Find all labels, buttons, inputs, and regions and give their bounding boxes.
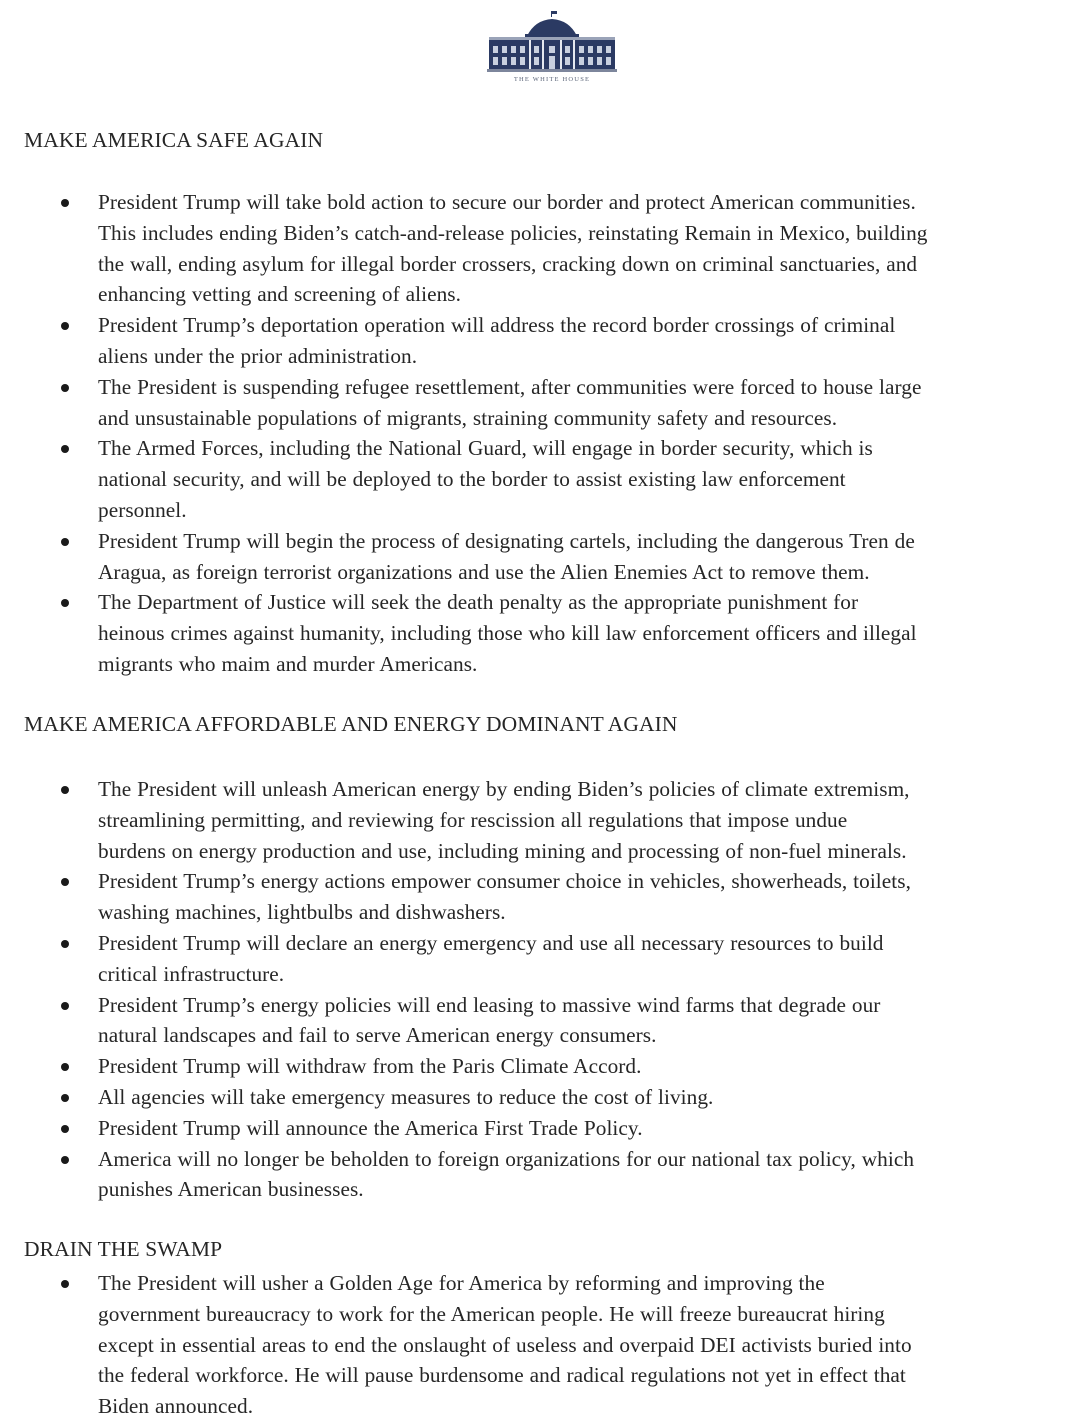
list-item xyxy=(0,1113,1090,1144)
list-item xyxy=(0,1051,1090,1082)
text-line: migrants who maim and murder Americans. xyxy=(98,651,478,676)
list-item xyxy=(0,526,1090,588)
text-line: washing machines, lightbulbs and dishwashers. xyxy=(98,900,506,925)
text-line: punishes American businesses. xyxy=(98,1177,364,1202)
text-line: America will no longer be beholden to foreign organizations for our national tax policy, which xyxy=(98,1146,915,1171)
bullet-text xyxy=(98,526,1070,588)
bullet-icon xyxy=(61,1156,69,1164)
bullet-text xyxy=(98,1082,1070,1113)
text-line: Aragua, as foreign terrorist organizations and use the Alien Enemies Act to remove them. xyxy=(98,559,870,584)
bullet-icon xyxy=(61,538,69,546)
text-line: the federal workforce. He will pause burdensome and radical regulations not yet in effect that xyxy=(98,1363,906,1388)
logo-caption: THE WHITE HOUSE xyxy=(513,76,591,83)
text-line: The President is suspending refugee resettlement, after communities were forced to house large xyxy=(98,374,922,399)
bullet-icon xyxy=(61,1280,69,1288)
text-line: burdens on energy production and use, including mining and processing of non-fuel minerals. xyxy=(98,838,907,863)
text-line: President Trump will take bold action to secure our border and protect American communities. xyxy=(98,190,916,214)
text-line: President Trump will announce the America First Trade Policy. xyxy=(98,1115,643,1140)
bullet-icon xyxy=(61,878,69,886)
text-line: President Trump will declare an energy emergency and use all necessary resources to build xyxy=(98,930,884,955)
list-item xyxy=(0,1268,1090,1422)
list-item xyxy=(0,990,1090,1052)
bullet-text xyxy=(98,372,1070,434)
bullet-icon xyxy=(61,384,69,392)
section-heading-affordable: MAKE AMERICA AFFORDABLE AND ENERGY DOMINANT AGAIN xyxy=(24,712,678,736)
text-line: except in essential areas to end the onslaught of useless and overpaid DEI activists buried into xyxy=(98,1332,912,1357)
text-line: President Trump’s energy policies will end leasing to massive wind farms that degrade our xyxy=(98,992,881,1017)
bullet-text xyxy=(98,1144,1070,1206)
text-line: personnel. xyxy=(98,497,187,522)
bullet-text xyxy=(98,866,1070,928)
list-item xyxy=(0,866,1090,928)
text-line: and unsustainable populations of migrants, straining community safety and resources. xyxy=(98,405,838,430)
bullet-list-affordable xyxy=(0,774,1090,1205)
bullet-text xyxy=(98,433,1070,525)
bullet-icon xyxy=(61,1094,69,1102)
text-line: President Trump’s deportation operation will address the record border crossings of criminal xyxy=(98,313,896,338)
bullet-list-drain-swamp xyxy=(0,1268,1090,1422)
text-line: All agencies will take emergency measures to reduce the cost of living. xyxy=(98,1084,714,1109)
bullet-text xyxy=(98,990,1070,1052)
bullet-list-safe xyxy=(0,187,1090,680)
bullet-icon xyxy=(61,1063,69,1071)
bullet-icon xyxy=(61,940,69,948)
text-line: The Department of Justice will seek the death penalty as the appropriate punishment for xyxy=(98,590,859,615)
bullet-text xyxy=(98,1051,1070,1082)
bullet-text xyxy=(98,310,1070,372)
list-item xyxy=(0,587,1090,679)
bullet-text xyxy=(98,187,1070,310)
bullet-text xyxy=(98,587,1070,679)
text-line: national security, and will be deployed to the border to assist existing law enforcement xyxy=(98,467,846,492)
text-line: natural landscapes and fail to serve American energy consumers. xyxy=(98,1023,657,1048)
list-item xyxy=(0,774,1090,866)
section-heading-safe: MAKE AMERICA SAFE AGAIN xyxy=(24,128,324,152)
list-item xyxy=(0,372,1090,434)
text-line: This includes ending Biden’s catch-and-release policies, reinstating Remain in Mexico, building xyxy=(98,220,928,245)
white-house-logo xyxy=(487,10,617,88)
white-house-building-icon xyxy=(487,10,617,76)
bullet-icon xyxy=(61,322,69,330)
text-line: President Trump will withdraw from the Paris Climate Accord. xyxy=(98,1054,642,1079)
bullet-icon xyxy=(61,786,69,794)
bullet-text xyxy=(98,1268,1070,1422)
text-line: The President will usher a Golden Age for America by reforming and improving the xyxy=(98,1271,825,1295)
section-heading-drain-swamp: DRAIN THE SWAMP xyxy=(24,1237,223,1261)
bullet-icon xyxy=(61,599,69,607)
bullet-icon xyxy=(61,445,69,453)
text-line: streamlining permitting, and reviewing for rescission all regulations that impose undue xyxy=(98,807,848,832)
text-line: The Armed Forces, including the National Guard, will engage in border security, which is xyxy=(98,436,873,461)
bullet-text xyxy=(98,774,1070,866)
text-line: aliens under the prior administration. xyxy=(98,343,418,368)
list-item xyxy=(0,1144,1090,1206)
text-line: President Trump will begin the process of designating cartels, including the dangerous Tren de xyxy=(98,528,915,553)
bullet-icon xyxy=(61,199,69,207)
text-line: The President will unleash American energy by ending Biden’s policies of climate extremism, xyxy=(98,777,910,801)
list-item xyxy=(0,187,1090,310)
list-item xyxy=(0,433,1090,525)
list-item xyxy=(0,310,1090,372)
bullet-text xyxy=(98,1113,1070,1144)
text-line: enhancing vetting and screening of aliens. xyxy=(98,282,461,307)
bullet-text xyxy=(98,928,1070,990)
bullet-icon xyxy=(61,1125,69,1133)
list-item xyxy=(0,1082,1090,1113)
text-line: the wall, ending asylum for illegal border crossers, cracking down on criminal sanctuaries, and xyxy=(98,251,918,276)
text-line: Biden announced. xyxy=(98,1394,254,1419)
bullet-icon xyxy=(61,1002,69,1010)
text-line: critical infrastructure. xyxy=(98,961,285,986)
text-line: President Trump’s energy actions empower consumer choice in vehicles, showerheads, toilets, xyxy=(98,869,911,894)
text-line: government bureaucracy to work for the American people. He will freeze bureaucrat hiring xyxy=(98,1301,885,1326)
text-line: heinous crimes against humanity, including those who kill law enforcement officers and illegal xyxy=(98,621,917,646)
list-item xyxy=(0,928,1090,990)
